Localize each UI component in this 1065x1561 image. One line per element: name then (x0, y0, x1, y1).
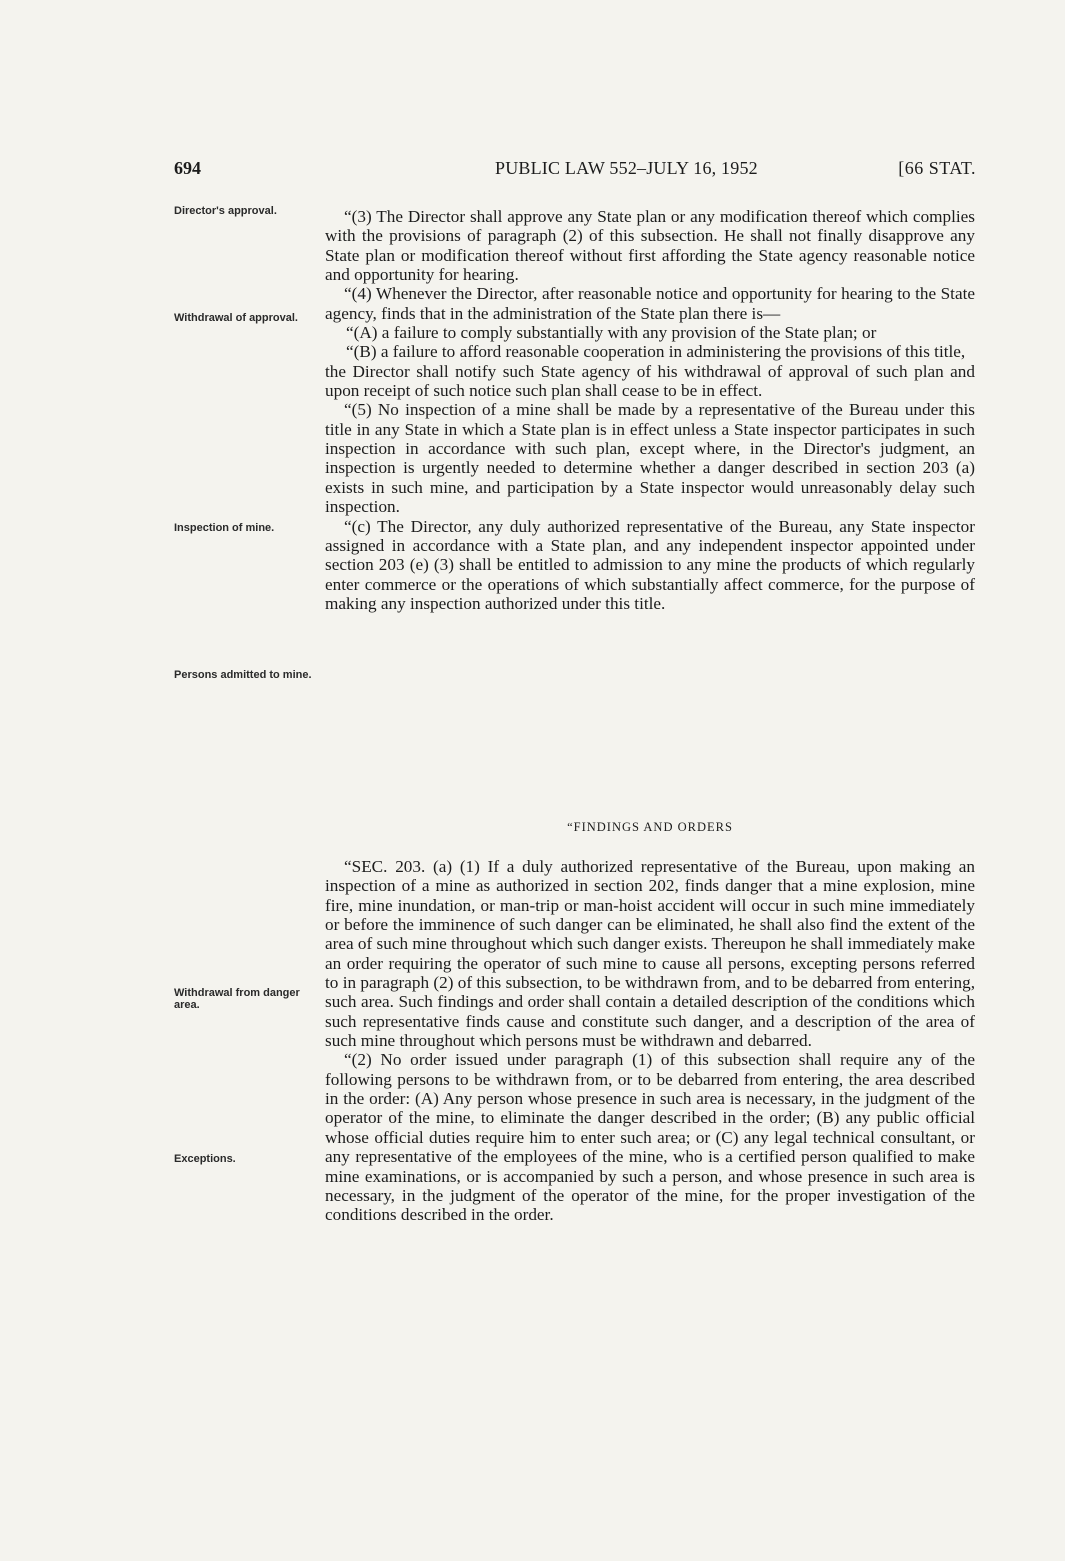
paragraph-4: “(4) Whenever the Director, after reasonable notice and opportunity for hearing to the State agency, finds that in the administration of the State plan there is— (325, 284, 975, 323)
page-header (174, 158, 976, 188)
paragraph-3: “(3) The Director shall approve any State plan or any modification thereof which complies with the provisions of paragraph (2) of this subsection. He shall not finally disapprove any State plan or modification thereof without first affording the State agency reasonable notice and opportunity for hearing. (325, 207, 975, 285)
page-number: 694 (174, 158, 201, 178)
margin-note-inspection-of-mine: Inspection of mine. (174, 522, 275, 534)
paragraph-5: “(5) No inspection of a mine shall be made by a representative of the Bureau under this title in any State in which a State plan is in effect unless a State inspector participates in such inspection in accordance with such plan, except where, in the Director's judgment, an inspection is urgently needed to determine whether a danger described in section 203 (a) exists in such mine, and participation by a State inspector would unreasonably delay such inspection. (325, 400, 975, 517)
running-title: PUBLIC LAW 552–JULY 16, 1952 (495, 158, 758, 178)
clause-a: “(A) a failure to comply substantially with any provision of the State plan; or (346, 323, 877, 343)
margin-note-withdrawal-of-approval: Withdrawal of approval. (174, 312, 298, 324)
margin-note-directors-approval: Director's approval. (174, 205, 277, 217)
section-203-a-2: “(2) No order issued under paragraph (1) of this subsection shall require any of the following persons to be withdrawn from, or to be debarred from entering, the area described in the order: (A) Any person whose presence in such area is necessary, in the judgment of the operator of the mine, to eliminate the danger described in the order; (B) any public official whose official duties require him to enter such area; or (C) any legal technical consultant, or any representative of the employees of the mine, who is a certified person qualified to make mine examinations, or is accompanied by such a person, and whose presence in such area is necessary, in the judgment of the operator of the mine, for the proper investigation of the conditions described in the order. (325, 1050, 975, 1225)
statute-reference: [66 STAT. (898, 158, 976, 178)
margin-note-exceptions: Exceptions. (174, 1153, 236, 1165)
statute-text-block-1 (325, 207, 975, 613)
clause-b: “(B) a failure to afford reasonable cooperation in administering the provisions of this title, (346, 342, 966, 362)
margin-note-withdrawal-from-danger-area: Withdrawal from danger area. (174, 987, 300, 1011)
statute-text-block-2 (325, 857, 975, 1225)
subsection-c: “(c) The Director, any duly authorized representative of the Bureau, any State inspector assigned in accordance with a State plan, and any independent inspector appointed under section 203 (e) (3) shall be entitled to admission to any mine the products of which regularly enter commerce or the operations of which substantially affect commerce, for the purpose of making any inspection authorized under this title. (325, 516, 975, 613)
margin-note-persons-admitted: Persons admitted to mine. (174, 669, 312, 681)
section-heading-findings-and-orders: “FINDINGS AND ORDERS (567, 820, 733, 834)
paragraph-4-conclusion: the Director shall notify such State agency of his withdrawal of approval of such plan and upon receipt of such notice such plan shall cease to be in effect. (325, 361, 975, 401)
section-203-a-1: “SEC. 203. (a) (1) If a duly authorized representative of the Bureau, upon making an inspection of a mine as authorized in section 202, finds danger that a mine explosion, mine fire, mine inundation, or man-trip or man-hoist accident will occur in such mine immediately or before the imminence of such danger can be eliminated, he shall also find the extent of the area of such mine throughout which such danger exists. Thereupon he shall immediately make an order requiring the operator of such mine to cause all persons, excepting persons referred to in paragraph (2) of this subsection, to be withdrawn from, and to be debarred from entering, such area. Such findings and order shall contain a detailed description of the conditions which such representative finds cause and constitute such danger, and a description of the area of such mine throughout which persons must be withdrawn and debarred. (325, 857, 975, 1051)
